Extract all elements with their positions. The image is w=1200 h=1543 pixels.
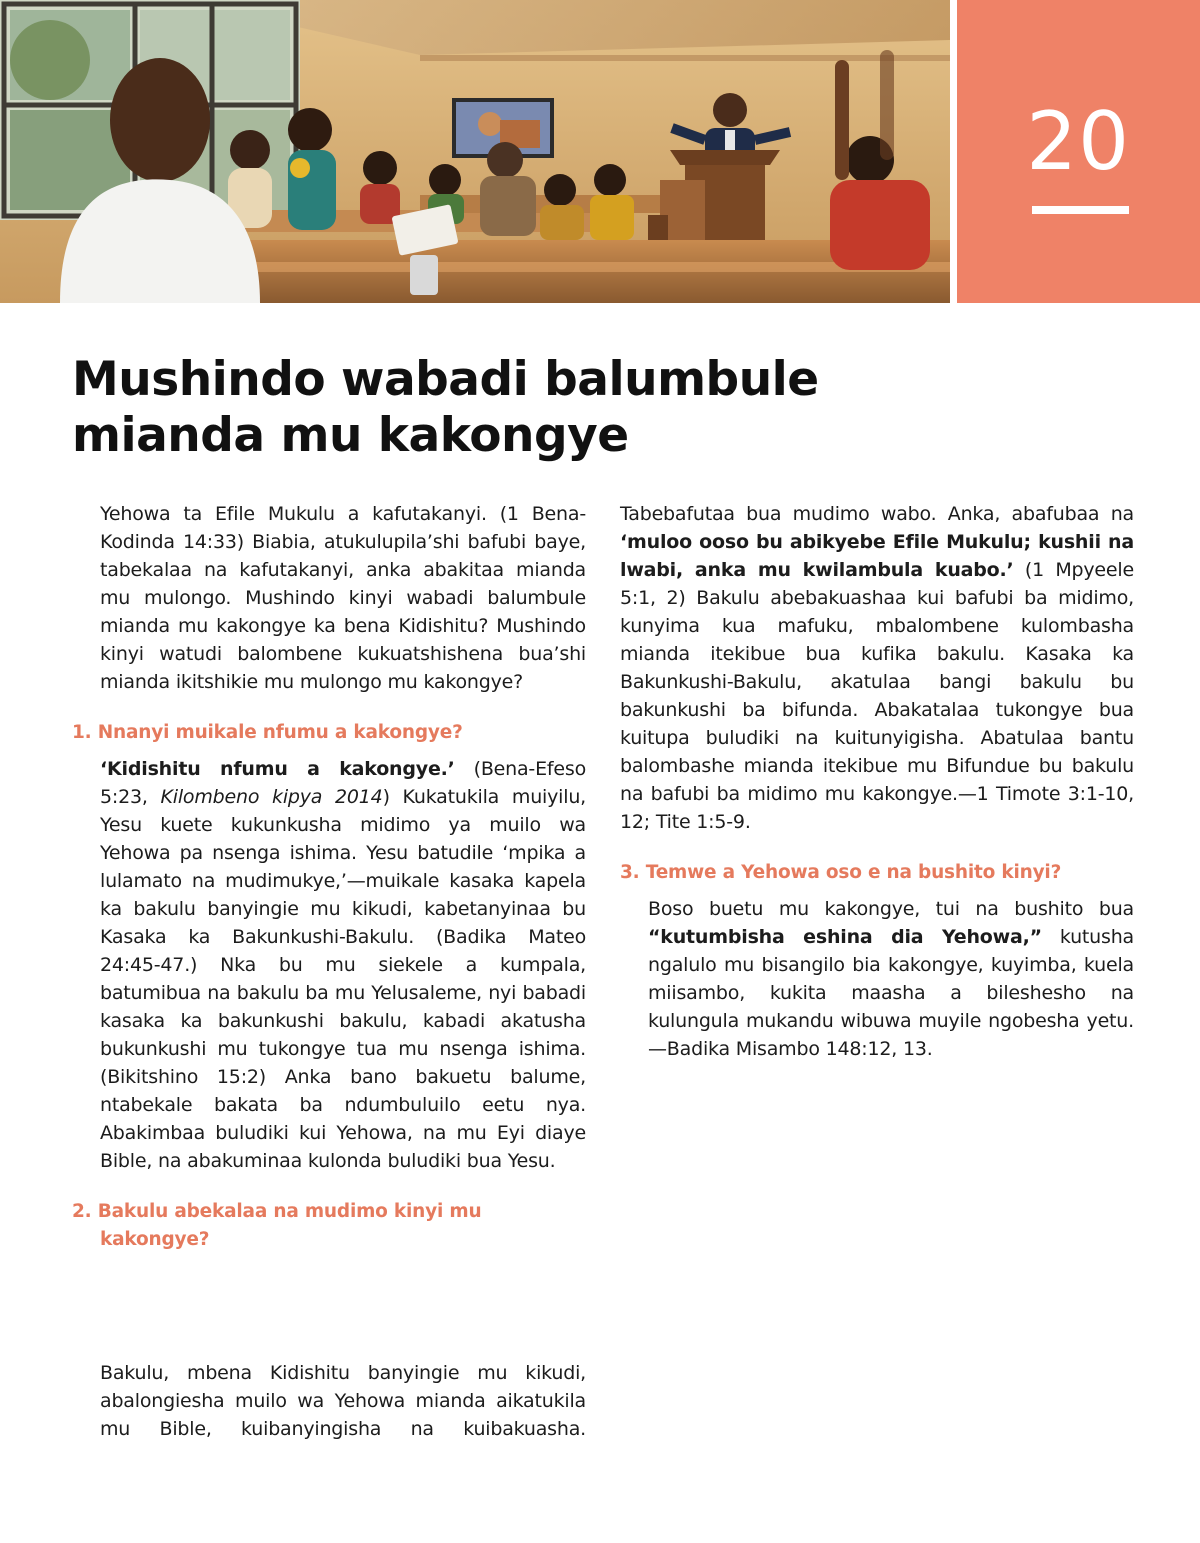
title-line-1: Mushindo wabadi balumbule [72, 352, 819, 407]
key-phrase: “kutumbisha eshina dia Yehowa,” [648, 926, 1042, 948]
question-2-heading: 2. Bakulu abekalaa na mudimo kinyi mu kakongye? [72, 1201, 482, 1250]
question-2-paragraph-part-1 [72, 1359, 586, 1443]
question-2-paragraph-continued [620, 500, 1134, 836]
question-2-paragraph-start: Bakulu, mbena Kidishitu banyingie mu kikudi, abalongiesha muilo wa Yehowa mianda aikatukila mu Bible, kuibanyingisha na kuibakuasha. [100, 1362, 586, 1440]
paragraph-text: Tabebafutaa bua mudimo wabo. Anka, abafubaa na [620, 503, 1134, 525]
lesson-badge [957, 0, 1200, 303]
right-column [620, 500, 1134, 1063]
question-3-paragraph: Boso buetu mu kakongye, tui na bushito bua “kutumbisha eshina dia Yehowa,” kutusha ngalulo mu bisangilo bia kakongye, kuyimba, kuela miisambo, kukita maasha a bileshesho na kulungula mukandu wibuwa muyile ngobesha yetu.—Badika Misambo 148:12, 13. [648, 898, 1134, 1060]
lesson-title [72, 352, 892, 464]
lesson-number: 20 [1026, 95, 1130, 188]
question-1-heading: 1. Nnanyi muikale nfumu a kakongye? [72, 722, 463, 743]
badge-underline [1032, 206, 1129, 214]
bible-translation: Kilombeno kipya 2014 [160, 786, 383, 808]
key-scripture-quote: ‘muloo ooso bu abikyebe Efile Mukulu; kushii na lwabi, anka mu kwilambula kuabo.’ [620, 531, 1134, 581]
paragraph-text: (1 Mpyeele 5:1, 2) Bakulu abebakuashaa kui bafubi ba midimo, kunyima kua mafuku, mbalombene kulombasha mianda itekibue bua kufika bakulu. Kasaka ka Bakunkushi-Bakulu, akatulaa bangi bakulu bu bakunkushi ba bifunda. Abakatalaa tukongye bua kuitupa buludiki na kuitunyigisha. Abatulaa bantu balombashe mianda itekibue mu Bifundue bu bakulu na bafubi ba midimo mu kakongye.—1 Timote 3:1-10, 12; Tite 1:5-9. [620, 559, 1134, 833]
left-column [72, 500, 586, 1254]
intro-paragraph: Yehowa ta Efile Mukulu a kafutakanyi. (1 Bena-Kodinda 14:33) Biabia, atukulupila’shi bafubi baye, tabekalaa na kafutakanyi, anka abakitaa mianda mu mulongo. Mushindo kinyi wabadi balumbule mianda mu kakongye ka bena Kidishitu? Mushindo kinyi watudi balombene kukuatshishena bua’shi mianda ikitshikie mu mulongo mu kakongye? [100, 503, 586, 693]
header-photo [0, 0, 950, 303]
title-line-2: mianda mu kakongye [72, 408, 629, 463]
key-scripture: ‘Kidishitu nfumu a kakongye.’ [100, 758, 455, 780]
question-3-heading: 3. Temwe a Yehowa oso e na bushito kinyi? [620, 862, 1062, 883]
question-1-paragraph: ‘Kidishitu nfumu a kakongye.’ (Bena-Efeso 5:23, Kilombeno kipya 2014) Kukatukila muiyilu, Yesu kuete kukunkusha midimo ya muilo wa Yehowa pa nsenga ishima. Yesu batudile ‘mpika a lulamato na mudimukye,’—muikale kasaka kapela ka bakulu banyingie mu kikudi, kabetanyinaa bu Kasaka ka Bakunkushi-Bakulu. (Badika Mateo 24:45-47.) Nka bu mu siekele a kumpala, batumibua na bakulu ba mu Yelusaleme, nyi babadi kasaka ka bakunkushi bakulu, kabadi akatusha bukunkushi mu tukongye tua mu nsenga ishima. (Bikitshino 15:2) Anka bano bakuetu balume, ntabekale bakata ba ndumbuluilo eetu nya. Abakimbaa buludiki kui Yehowa, na mu Eyi diaye Bible, na abakuminaa kulonda buludiki bua Yesu. [100, 758, 587, 1172]
congregation-meeting-illustration [0, 0, 950, 303]
